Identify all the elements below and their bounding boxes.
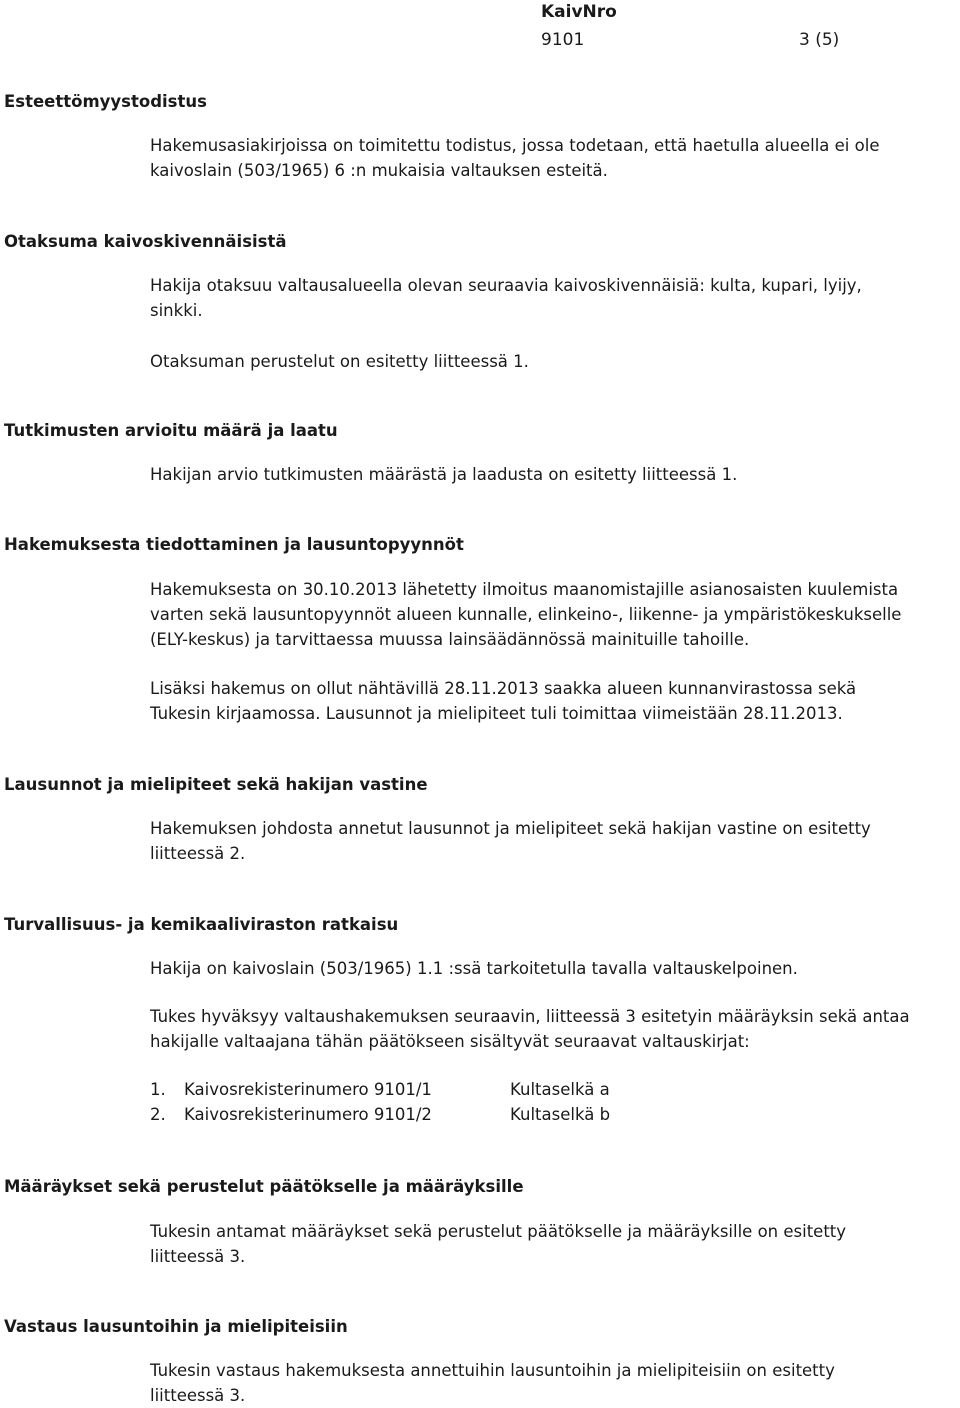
permit-name: Kultaselkä a	[510, 1080, 610, 1099]
text-line: Hakija otaksuu valtausalueella olevan seuraavia kaivoskivennäisiä: kulta, kupari, lyijy,	[150, 276, 862, 295]
text-line: Otaksuman perustelut on esitetty liitteessä 1.	[150, 352, 529, 371]
text-line: Hakemuksesta on 30.10.2013 lähetetty ilmoitus maanomistajille asianosaisten kuulemista	[150, 580, 899, 599]
heading-lausunnot: Lausunnot ja mielipiteet sekä hakijan vastine	[4, 775, 428, 794]
text-line: hakijalle valtaajana tähän päätökseen sisältyvät seuraavat valtauskirjat:	[150, 1032, 750, 1051]
paragraph-ratkaisu	[150, 956, 958, 981]
heading-maaraykset: Määräykset sekä perustelut päätökselle ja määräyksille	[4, 1177, 524, 1196]
text-line: Hakija on kaivoslain (503/1965) 1.1 :ssä tarkoitetulla tavalla valtauskelpoinen.	[150, 959, 798, 978]
text-line: sinkki.	[150, 301, 203, 320]
text-line: (ELY-keskus) ja tarvittaessa muussa lainsäädännössä mainituille tahoille.	[150, 630, 750, 649]
paragraph-nahtavilla	[150, 676, 958, 726]
paragraph-hyvaksynta	[150, 1004, 958, 1054]
text-line: Tukes hyväksyy valtaushakemuksen seuraavin, liitteessä 3 esitetyin määräyksin sekä antaa	[150, 1007, 910, 1026]
heading-tiedottaminen: Hakemuksesta tiedottaminen ja lausuntopyynnöt	[4, 535, 464, 554]
header-label: KaivNro	[541, 2, 617, 22]
permit-number: 1.	[150, 1080, 166, 1099]
paragraph-maaraykset	[150, 1219, 958, 1269]
permit-registry: Kaivosrekisterinumero 9101/1	[184, 1080, 432, 1099]
heading-otaksuma: Otaksuma kaivoskivennäisistä	[4, 232, 287, 251]
paragraph-vastaus	[150, 1358, 958, 1408]
heading-tutkimukset: Tutkimusten arvioitu määrä ja laatu	[4, 421, 338, 440]
text-line: varten sekä lausuntopyynnöt alueen kunnalle, elinkeino-, liikenne- ja ympäristökeskukselle	[150, 605, 902, 624]
permit-registry: Kaivosrekisterinumero 9101/2	[184, 1105, 432, 1124]
paragraph-lausunnot	[150, 816, 958, 866]
heading-ratkaisu: Turvallisuus- ja kemikaaliviraston ratkaisu	[4, 915, 399, 934]
text-line: Hakemusasiakirjoissa on toimitettu todistus, jossa todetaan, että haetulla alueella ei ole	[150, 136, 880, 155]
text-line: Lisäksi hakemus on ollut nähtävillä 28.11.2013 saakka alueen kunnanvirastossa sekä	[150, 679, 857, 698]
header-number: 9101	[541, 30, 585, 50]
text-line: Tukesin antamat määräykset sekä perustelut päätökselle ja määräyksille on esitetty	[150, 1222, 847, 1241]
text-line: Tukesin vastaus hakemuksesta annettuihin lausuntoihin ja mielipiteisiin on esitetty	[150, 1361, 835, 1380]
paragraph-otaksuma	[150, 273, 958, 323]
text-line: Hakijan arvio tutkimusten määrästä ja laadusta on esitetty liitteessä 1.	[150, 465, 738, 484]
text-line: liitteessä 3.	[150, 1247, 246, 1266]
paragraph-otaksuma-perustelut	[150, 349, 958, 374]
heading-vastaus: Vastaus lausuntoihin ja mielipiteisiin	[4, 1317, 348, 1336]
header-page-number: 3 (5)	[799, 30, 840, 50]
text-line: Hakemuksen johdosta annetut lausunnot ja mielipiteet sekä hakijan vastine on esitetty	[150, 819, 871, 838]
heading-esteettomyys: Esteettömyystodistus	[4, 92, 207, 111]
permit-number: 2.	[150, 1105, 166, 1124]
text-line: liitteessä 3.	[150, 1386, 246, 1405]
text-line: Tukesin kirjaamossa. Lausunnot ja mielipiteet tuli toimittaa viimeistään 28.11.2013.	[150, 704, 843, 723]
paragraph-tiedottaminen	[150, 577, 958, 652]
text-line: liitteessä 2.	[150, 844, 246, 863]
paragraph-esteettomyys	[150, 133, 958, 183]
permit-name: Kultaselkä b	[510, 1105, 611, 1124]
paragraph-tutkimukset	[150, 462, 958, 487]
text-line: kaivoslain (503/1965) 6 :n mukaisia valtauksen esteitä.	[150, 161, 608, 180]
